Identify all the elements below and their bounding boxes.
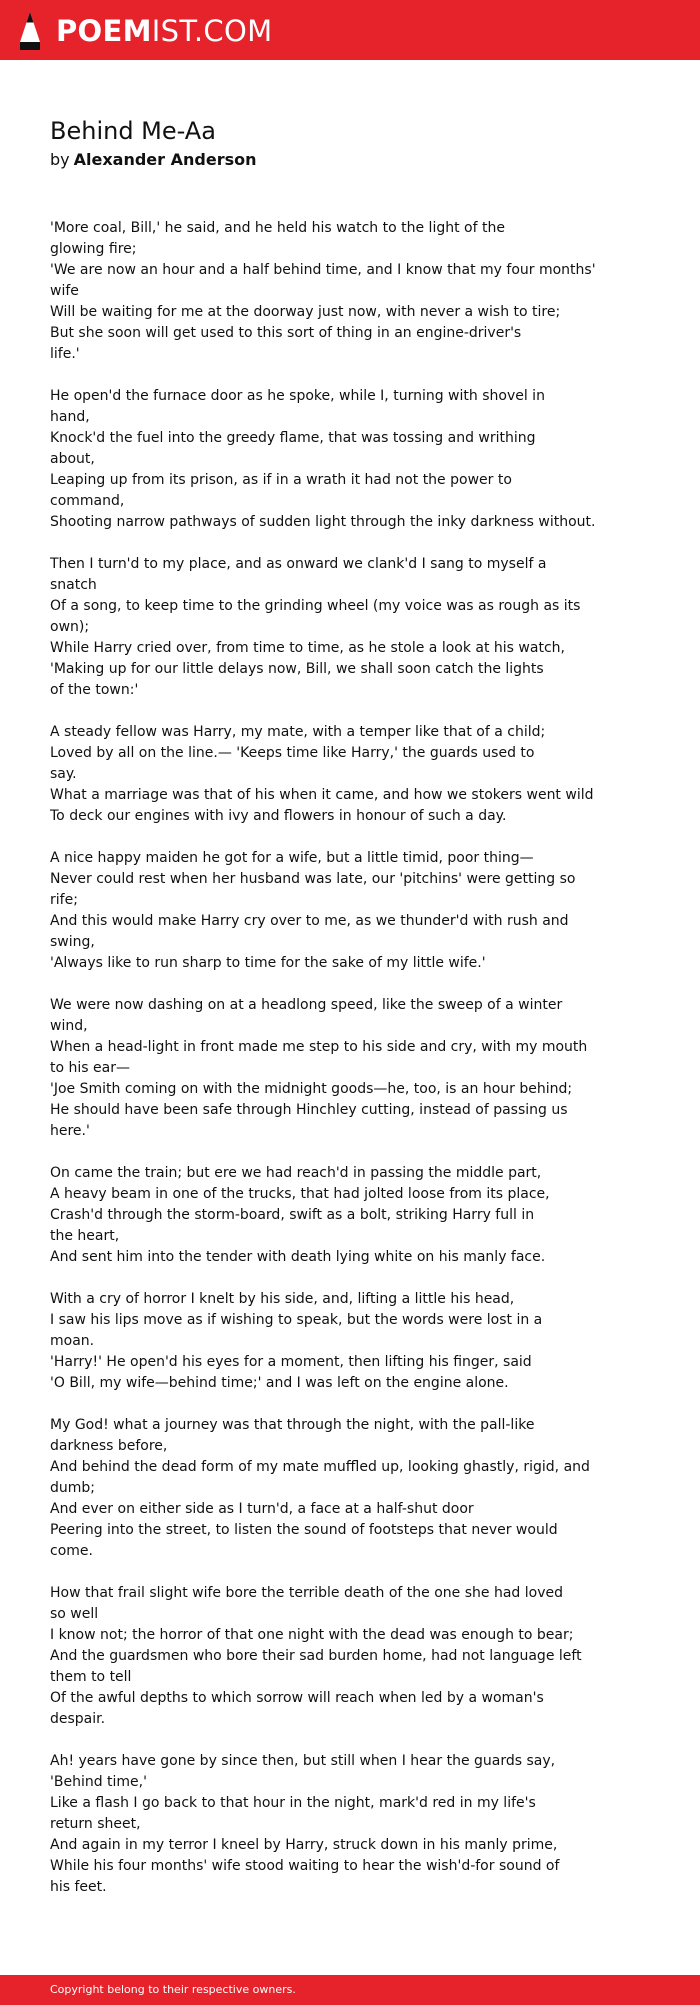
poem-line: of the town:' <box>50 682 139 698</box>
poem-line: My God! what a journey was that through the night, with the pall-like <box>50 1417 535 1433</box>
poem-line: We were now dashing on at a headlong speed, like the sweep of a winter <box>50 997 563 1013</box>
poem-line: 'We are now an hour and a half behind time, and I know that my four months' <box>50 262 596 278</box>
poem-line: his feet. <box>50 1879 107 1895</box>
poem-line: With a cry of horror I knelt by his side, and, lifting a little his head, <box>50 1291 515 1307</box>
stanza <box>50 1289 610 1394</box>
poem-line: hand, <box>50 409 90 425</box>
poem-line: 'Harry!' He open'd his eyes for a moment, then lifting his finger, said <box>50 1354 532 1370</box>
poem-line: Will be waiting for me at the doorway just now, with never a wish to tire; <box>50 304 561 320</box>
poem-line: When a head-light in front made me step to his side and cry, with my mouth <box>50 1039 588 1055</box>
stanza <box>50 1415 610 1562</box>
poem-line: He should have been safe through Hinchley cutting, instead of passing us <box>50 1102 568 1118</box>
stanza <box>50 1163 610 1268</box>
poem-line: Crash'd through the storm-board, swift as a bolt, striking Harry full in <box>50 1207 535 1223</box>
stanza <box>50 848 610 974</box>
poem-line: despair. <box>50 1711 106 1727</box>
poem-line: about, <box>50 451 95 467</box>
poem-line: here.' <box>50 1123 90 1139</box>
stanza <box>50 722 610 827</box>
poem-line: 'Always like to run sharp to time for the sake of my little wife.' <box>50 955 486 971</box>
poem-line: life.' <box>50 346 80 362</box>
poem-line: darkness before, <box>50 1438 168 1454</box>
poem-line: Like a flash I go back to that hour in the night, mark'd red in my life's <box>50 1795 536 1811</box>
logo-text-bold: POEM <box>56 14 152 48</box>
poem-line: swing, <box>50 934 95 950</box>
poem-line: A heavy beam in one of the trucks, that had jolted loose from its place, <box>50 1186 550 1202</box>
poem-line: own); <box>50 619 90 635</box>
poem-line: wife <box>50 283 79 299</box>
poem-line: He open'd the furnace door as he spoke, while I, turning with shovel in <box>50 388 545 404</box>
poem-line: 'More coal, Bill,' he said, and he held his watch to the light of the <box>50 220 505 236</box>
poem-line: wind, <box>50 1018 88 1034</box>
site-logo[interactable] <box>18 11 272 51</box>
poem-line: And sent him into the tender with death lying white on his manly face. <box>50 1249 546 1265</box>
poem-line: On came the train; but ere we had reach'd in passing the middle part, <box>50 1165 542 1181</box>
stanza <box>50 386 610 533</box>
poem-line: I saw his lips move as if wishing to speak, but the words were lost in a <box>50 1312 543 1328</box>
poem-line: To deck our engines with ivy and flowers in honour of such a day. <box>50 808 507 824</box>
poem-line: Leaping up from its prison, as if in a wrath it had not the power to <box>50 472 512 488</box>
poem-line: the heart, <box>50 1228 120 1244</box>
poem-line: dumb; <box>50 1480 96 1496</box>
poem-line: them to tell <box>50 1669 132 1685</box>
poem-line: And again in my terror I kneel by Harry, struck down in his manly prime, <box>50 1837 558 1853</box>
poem-line: to his ear— <box>50 1060 130 1076</box>
stanza <box>50 995 610 1142</box>
poem-line: I know not; the horror of that one night with the dead was enough to bear; <box>50 1627 574 1643</box>
stanza <box>50 1583 610 1730</box>
logo-text <box>56 11 272 51</box>
author-link[interactable]: Alexander Anderson <box>73 150 257 169</box>
poem-line: moan. <box>50 1333 95 1349</box>
pencil-tip-icon <box>18 11 42 51</box>
poem-line: A nice happy maiden he got for a wife, but a little timid, poor thing— <box>50 850 534 866</box>
site-footer <box>0 1975 700 2005</box>
site-header <box>0 0 700 60</box>
poem-line: Of a song, to keep time to the grinding wheel (my voice was as rough as its <box>50 598 581 614</box>
poem-line: return sheet, <box>50 1816 141 1832</box>
poem-line: 'Making up for our little delays now, Bill, we shall soon catch the lights <box>50 661 544 677</box>
poem-line: Knock'd the fuel into the greedy flame, that was tossing and writhing <box>50 430 536 446</box>
poem-line: Shooting narrow pathways of sudden light through the inky darkness without. <box>50 514 596 530</box>
poem-line: And this would make Harry cry over to me, as we thunder'd with rush and <box>50 913 569 929</box>
poem-line: What a marriage was that of his when it came, and how we stokers went wild <box>50 787 594 803</box>
poem-line: 'Joe Smith coming on with the midnight goods—he, too, is an hour behind; <box>50 1081 573 1097</box>
poem-line: And ever on either side as I turn'd, a face at a half-shut door <box>50 1501 474 1517</box>
poem-line: Of the awful depths to which sorrow will reach when led by a woman's <box>50 1690 544 1706</box>
poem-line: But she soon will get used to this sort of thing in an engine-driver's <box>50 325 522 341</box>
poem-line: glowing fire; <box>50 241 137 257</box>
stanza <box>50 554 610 701</box>
poem-line: And the guardsmen who bore their sad burden home, had not language left <box>50 1648 582 1664</box>
poem-line: While Harry cried over, from time to time, as he stole a look at his watch, <box>50 640 565 656</box>
poem-line: 'O Bill, my wife—behind time;' and I was left on the engine alone. <box>50 1375 509 1391</box>
poem-line: How that frail slight wife bore the terrible death of the one she had loved <box>50 1585 563 1601</box>
poem-line: Never could rest when her husband was late, our 'pitchins' were getting so <box>50 871 576 887</box>
poem-line: Peering into the street, to listen the sound of footsteps that never would <box>50 1522 558 1538</box>
poem-line: Then I turn'd to my place, and as onward we clank'd I sang to myself a <box>50 556 547 572</box>
poem-line: come. <box>50 1543 93 1559</box>
poem-line: Ah! years have gone by since then, but still when I hear the guards say, <box>50 1753 556 1769</box>
copyright-text: Copyright belong to their respective owners. <box>50 1983 296 1996</box>
stanza <box>50 1751 610 1898</box>
poem-line: While his four months' wife stood waiting to hear the wish'd-for sound of <box>50 1858 560 1874</box>
poem-title: Behind Me-Aa <box>50 117 216 145</box>
poem-line: say. <box>50 766 77 782</box>
poem-line: rife; <box>50 892 78 908</box>
poem-body <box>50 218 610 1919</box>
poem-line: A steady fellow was Harry, my mate, with a temper like that of a child; <box>50 724 546 740</box>
poem-header <box>50 115 650 171</box>
poem-line: And behind the dead form of my mate muffled up, looking ghastly, rigid, and <box>50 1459 590 1475</box>
poem-line: snatch <box>50 577 97 593</box>
poem-line: so well <box>50 1606 99 1622</box>
byline <box>50 149 650 171</box>
poem-line: 'Behind time,' <box>50 1774 147 1790</box>
poem-line: command, <box>50 493 125 509</box>
by-label: by <box>50 150 70 169</box>
logo-text-light: IST.COM <box>151 14 273 48</box>
stanza <box>50 218 610 365</box>
poem-line: Loved by all on the line.— 'Keeps time like Harry,' the guards used to <box>50 745 535 761</box>
